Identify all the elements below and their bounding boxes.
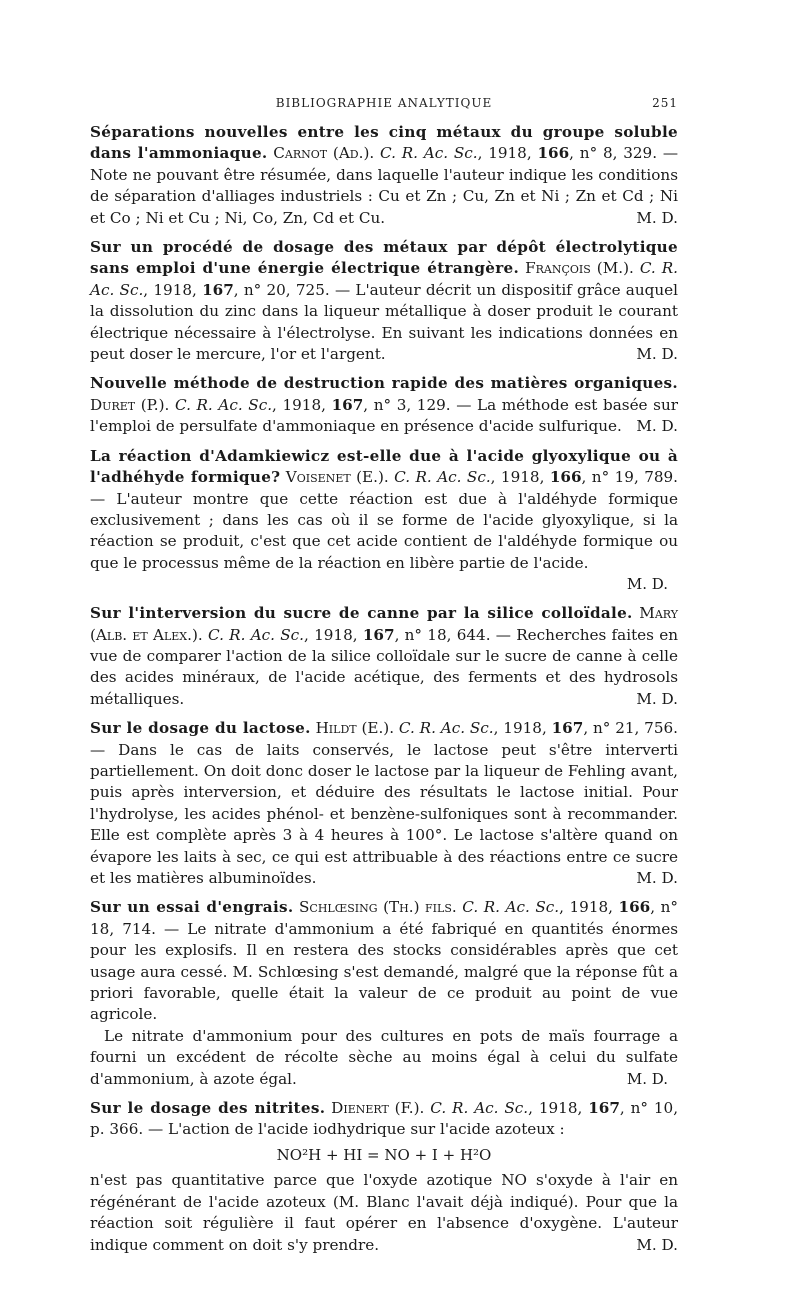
entry-signature: M. D.	[636, 1235, 678, 1254]
entry-text: , n° 3, 129. — La méthode est basée sur l'emploi de persulfate d'ammoniaque en présence d'acide sulfurique.	[90, 395, 678, 436]
entry-volume: 167	[331, 395, 364, 414]
entry-journal: C. R. Ac. Sc.	[398, 719, 494, 738]
entry-year: , 1918,	[477, 144, 538, 163]
entry-text: , n° 19, 789. — L'auteur montre que cette réaction est due à l'aldéhyde formique exclusivement ; dans les cas où il se forme de l'acide glyoxylique, si la réaction se produit, c'est que cet acide contient de l'aldéhyde formique ou que le processus même de la réaction en libère partie de l'acide.	[90, 468, 679, 572]
entry-title: La réaction d'Adamkiewicz est-elle due à l'acide glyoxylique ou à l'adhéhyde formique?	[90, 446, 678, 487]
entry-journal: C. R. Ac. Sc.	[430, 1099, 529, 1118]
entry-author: Dienert (F.).	[331, 1099, 425, 1118]
entries-list	[90, 122, 678, 1264]
entry-journal: C. R. Ac. Sc.	[462, 898, 560, 917]
bibliography-entry	[90, 122, 678, 229]
entry-volume: 166	[618, 898, 651, 917]
entry-author: Voisenet (E.).	[285, 468, 389, 487]
entry-journal: C. R. Ac. Sc.	[174, 395, 273, 414]
entry-volume: 166	[549, 468, 582, 487]
entry-title: Sur le dosage des nitrites.	[90, 1099, 326, 1118]
entry-text: , n° 18, 714. — Le nitrate d'ammonium a été fabriqué en quantités énormes pour les explosifs. Il en restera des stocks considérables après que cet usage aura cessé. M. Schlœsing s'est demandé, malgré que la réponse fût a priori favorable, quelle était la valeur de ce produit au point de vue agricole.	[90, 898, 679, 1024]
bibliography-entry	[90, 1098, 678, 1256]
entry-title: Sur un essai d'engrais.	[90, 898, 294, 917]
entry-journal: C. R. Ac. Sc.	[90, 259, 679, 299]
entry-author: François (M.).	[525, 259, 634, 278]
entry-volume: 167	[588, 1099, 620, 1118]
entry-text: , n° 8, 329. — Note ne pouvant être résumée, dans laquelle l'auteur indique les conditions de séparation d'alliages industriels : Cu et Zn ; Cu, Zn et Ni ; Zn et Cd ; Ni et Co ; Ni et Cu ; Ni, Co, Zn, Cd et Cu.	[90, 144, 679, 227]
entry-text: , n° 21, 756. — Dans le cas de laits conservés, le lactose peut s'être interverti partiellement. On doit donc doser le lactose par la liqueur de Fehling avant, puis après interversion, et déduire des résultats le lactose initial. Pour l'hydrolyse, les acides phénol- et benzène-sulfoniques sont à recommander. Elle est complète après 3 à 4 heures à 100°. Le lactose s'altère quand on évapore les laits à sec, ce qui est attribuable à des réactions entre ce sucre et les matières albuminoïdes.	[90, 719, 678, 887]
entry-author: Hildt (E.).	[315, 719, 395, 738]
entry-author: Duret (P.).	[90, 395, 170, 414]
entry-year: , 1918,	[272, 395, 332, 414]
entry-year: , 1918,	[143, 280, 203, 299]
entry-volume: 166	[537, 144, 570, 163]
entry-title: Sur le dosage du lactose.	[90, 719, 311, 738]
entry-year: , 1918,	[490, 468, 550, 487]
chemical-formula: NO²H + HI = NO + I + H²O	[276, 1145, 492, 1164]
entry-signature: M. D.	[636, 208, 678, 227]
entry-signature: M. D.	[626, 1070, 668, 1089]
entry-author: Carnot (Ad.).	[273, 144, 375, 163]
entry-journal: C. R. Ac. Sc.	[380, 144, 478, 163]
entry-signature: M. D.	[636, 345, 678, 364]
entry-signature: M. D.	[636, 689, 678, 708]
bibliography-entry	[90, 718, 678, 889]
entry-paragraph: Le nitrate d'ammonium pour des cultures en pots de maïs fourrage a fourni un excédent de récolte sèche au moins égal à celui du sulfate d'ammonium, à azote égal.	[90, 1026, 678, 1088]
entry-journal: C. R. Ac. Sc.	[394, 468, 491, 487]
entry-author: Mary (Alb. et Alex.).	[90, 604, 678, 644]
bibliography-entry	[90, 373, 678, 437]
entry-text: , n° 10, p. 366. — L'action de l'acide iodhydrique sur l'acide azoteux :	[90, 1099, 679, 1139]
page-header	[90, 96, 678, 114]
entry-text: , n° 20, 725. — L'auteur décrit un dispositif grâce auquel la dissolution du zinc dans la liqueur métallique à doser produit le courant électrique nécessaire à l'électrolyse. En suivant les indications données en peut doser le mercure, l'or et l'argent.	[90, 280, 678, 364]
entry-journal: C. R. Ac. Sc.	[208, 625, 305, 644]
running-title: BIBLIOGRAPHIE ANALYTIQUE	[275, 96, 493, 110]
entry-signature: M. D.	[636, 869, 678, 887]
bibliography-entry	[90, 603, 678, 710]
entry-title: Nouvelle méthode de destruction rapide des matières organiques.	[90, 374, 678, 393]
entry-title: Séparations nouvelles entre les cinq métaux du groupe soluble dans l'ammoniaque.	[90, 123, 678, 163]
entry-title: Sur l'interversion du sucre de canne par la silice colloïdale.	[90, 604, 633, 623]
entry-author: Schlœsing (Th.) fils.	[299, 898, 457, 917]
bibliography-entry	[90, 446, 678, 595]
bibliography-entry	[90, 897, 678, 1090]
entry-signature: M. D.	[626, 575, 668, 594]
entry-text-continued: n'est pas quantitative parce que l'oxyde azotique NO s'oxyde à l'air en régénérant de l'acide azoteux (M. Blanc l'avait déjà indiqué). Pour que la réaction soit régulière il faut opérer en l'absence d'oxygène. L'auteur indique comment on doit s'y prendre.	[90, 1171, 678, 1254]
entry-year: , 1918,	[493, 719, 552, 738]
entry-year: , 1918,	[304, 625, 363, 644]
entry-volume: 167	[551, 719, 584, 738]
entry-volume: 167	[202, 280, 234, 299]
entry-year: , 1918,	[559, 898, 619, 917]
page-number: 251	[652, 96, 678, 110]
entry-year: , 1918,	[528, 1099, 589, 1118]
bibliography-entry	[90, 237, 678, 365]
entry-signature: M. D.	[636, 417, 678, 436]
entry-title: Sur un procédé de dosage des métaux par dépôt électrolytique sans emploi d'une énergie électrique étrangère.	[90, 238, 678, 278]
entry-text: , n° 18, 644. — Recherches faites en vue de comparer l'action de la silice colloïdale sur le sucre de canne à celle des acides minéraux, de l'acide acétique, des ferments et des hydrosols métalliques.	[90, 625, 678, 708]
entry-volume: 167	[362, 625, 395, 644]
